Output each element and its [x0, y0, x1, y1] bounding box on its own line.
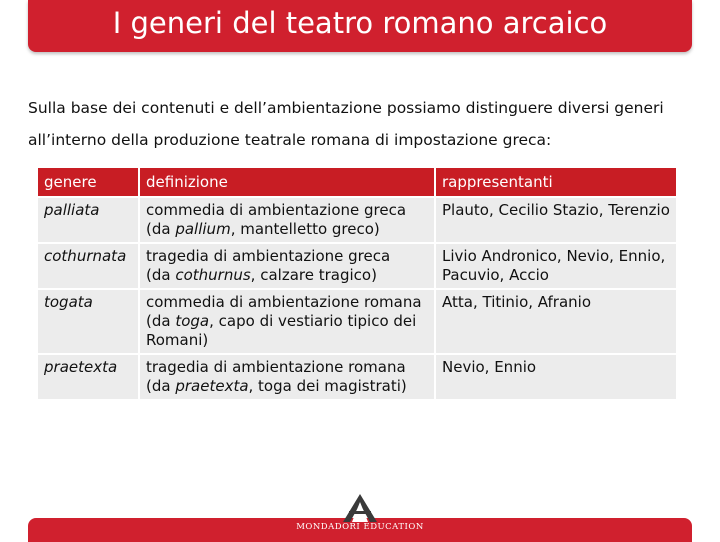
cell-rappresentanti: Atta, Titinio, Afranio [436, 290, 676, 353]
intro-text [28, 92, 688, 156]
header-rappresentanti: rappresentanti [436, 168, 676, 196]
cell-rappresentanti: Nevio, Ennio [436, 355, 676, 399]
def-main: commedia di ambientazione greca [146, 201, 407, 219]
cell-rappresentanti: Livio Andronico, Nevio, Ennio, Pacuvio, Accio [436, 244, 676, 288]
def-main: tragedia di ambientazione romana [146, 358, 406, 376]
cell-genere: palliata [38, 198, 138, 242]
def-pre: (da [146, 312, 176, 330]
header-definizione: definizione [140, 168, 434, 196]
cell-definizione [140, 290, 434, 353]
cell-genere: cothurnata [38, 244, 138, 288]
def-term: cothurnus [175, 266, 251, 284]
def-post: , toga dei magistrati) [248, 377, 407, 395]
def-term: toga [175, 312, 210, 330]
def-post: , capo di vestiario tipico dei Romani) [146, 312, 417, 349]
def-term: pallium [175, 220, 231, 238]
table-row [38, 290, 676, 353]
mondadori-logo-icon [341, 494, 379, 522]
cell-genere: togata [38, 290, 138, 353]
intro-line-2: all’interno della produzione teatrale romana di impostazione greca: [28, 131, 552, 149]
table-row [38, 355, 676, 399]
def-post: , calzare tragico) [250, 266, 377, 284]
table-header-row [38, 168, 676, 196]
def-post: , mantelletto greco) [230, 220, 380, 238]
page-title: I generi del teatro romano arcaico [112, 6, 608, 40]
cell-definizione [140, 355, 434, 399]
def-pre: (da [146, 220, 176, 238]
logo-text: MONDADORI EDUCATION [296, 522, 424, 532]
def-main: commedia di ambientazione romana [146, 293, 422, 311]
title-bar [28, 0, 692, 52]
def-main: tragedia di ambientazione greca [146, 247, 391, 265]
def-term: praetexta [175, 377, 249, 395]
intro-line-1: Sulla base dei contenuti e dell’ambientazione possiamo distinguere diversi generi [28, 99, 664, 117]
def-pre: (da [146, 377, 176, 395]
cell-definizione [140, 244, 434, 288]
cell-genere: praetexta [38, 355, 138, 399]
genres-table [36, 166, 678, 401]
table-row [38, 244, 676, 288]
cell-rappresentanti: Plauto, Cecilio Stazio, Terenzio [436, 198, 676, 242]
cell-definizione [140, 198, 434, 242]
table-row [38, 198, 676, 242]
header-genere: genere [38, 168, 138, 196]
def-pre: (da [146, 266, 176, 284]
publisher-logo [282, 494, 438, 540]
